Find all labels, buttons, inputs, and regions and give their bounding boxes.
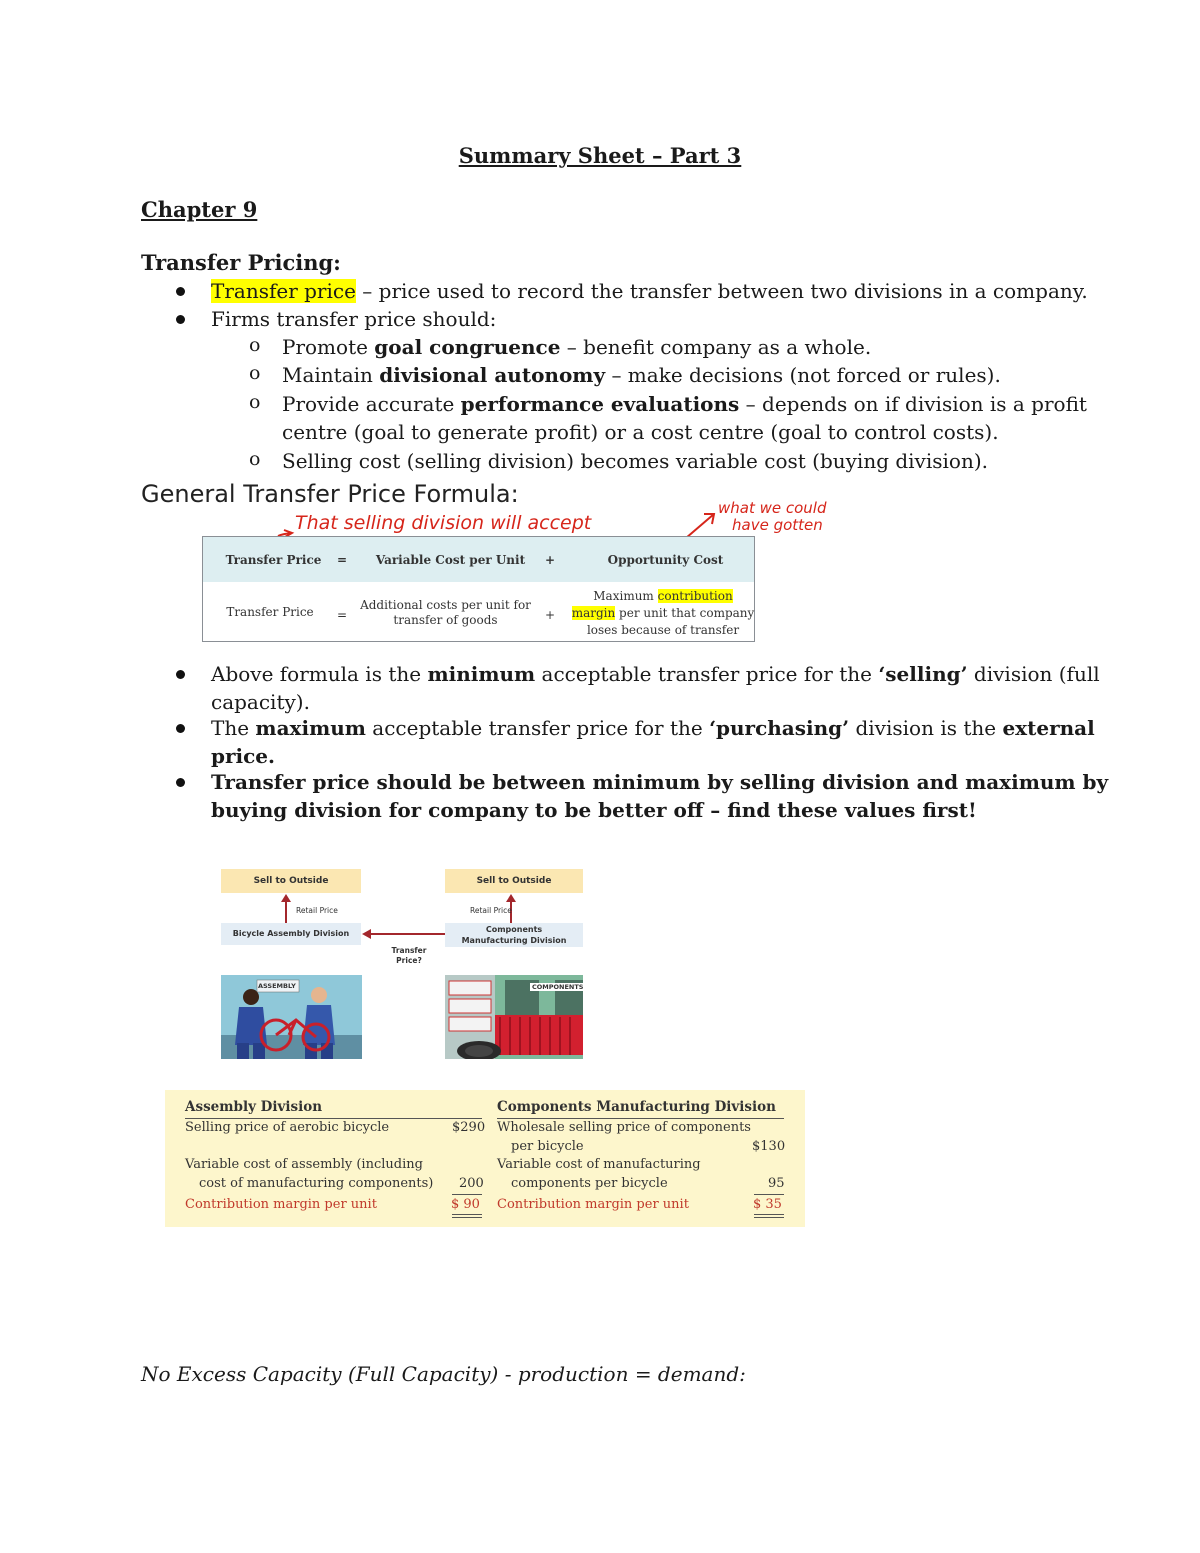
assembly-sign: ASSEMBLY <box>258 982 296 990</box>
sub-bullet-marker: o <box>249 391 261 413</box>
components-variable-cost-label-2: components per bicycle <box>511 1176 668 1191</box>
no-excess-capacity-heading: No Excess Capacity (Full Capacity) - production = demand: <box>141 1362 746 1386</box>
transfer-price-definition: – price used to record the transfer between two divisions in a company. <box>355 279 1088 303</box>
assembly-contribution-value: $ 90 <box>451 1197 480 1212</box>
bullet-dot <box>176 315 185 324</box>
subtotal-rule <box>452 1194 482 1195</box>
bullet-dot <box>176 778 185 787</box>
section-heading: Transfer Pricing: <box>141 250 341 275</box>
bullet-minimum-transfer-continued: capacity). <box>211 690 310 714</box>
retail-price-left: Retail Price <box>296 906 338 915</box>
formula-header-variable-cost: Variable Cost per Unit <box>375 553 526 567</box>
annotation-have-gotten: have gotten <box>732 516 823 534</box>
up-arrow-icon <box>280 893 292 923</box>
components-contribution-label: Contribution margin per unit <box>497 1197 689 1212</box>
formula-header-transfer-price: Transfer Price <box>225 553 322 567</box>
sub-bullet-performance-continued: centre (goal to generate profit) or a cost centre (goal to control costs). <box>282 420 999 444</box>
bullet-minimum-transfer: Above formula is the minimum acceptable transfer price for the ‘selling’ division (full <box>211 662 1100 686</box>
bullet-firms-should: Firms transfer price should: <box>211 307 497 331</box>
sub-bullet-marker: o <box>249 448 261 470</box>
sub-bullet-divisional-autonomy: Maintain divisional autonomy – make decisions (not forced or rules). <box>282 363 1001 387</box>
sell-outside-left: Sell to Outside <box>221 869 361 893</box>
sub-bullet-performance-evaluations: Provide accurate performance evaluations – depends on if division is a profit <box>282 392 1087 416</box>
transfer-price-term: Transfer price <box>211 279 356 303</box>
bullet-maximum-transfer: The maximum acceptable transfer price for the ‘purchasing’ division is the external <box>211 716 1095 740</box>
formula-row-opportunity-cost: Maximum contribution margin per unit that company loses because of transfer <box>571 589 755 637</box>
left-arrow-icon <box>361 928 445 940</box>
sub-bullet-marker: o <box>249 362 261 384</box>
header-rule <box>185 1118 482 1119</box>
chapter-heading: Chapter 9 <box>141 197 258 222</box>
transfer-price-question: Transfer Price? <box>391 946 427 965</box>
sub-bullet-goal-congruence: Promote goal congruence – benefit company as a whole. <box>282 335 872 359</box>
retail-price-right: Retail Price <box>470 906 512 915</box>
components-wholesale-label-1: Wholesale selling price of components <box>497 1120 751 1135</box>
formula-heading: General Transfer Price Formula: <box>141 480 519 508</box>
components-sign: COMPONENTS <box>532 983 584 991</box>
bullet-dot <box>176 287 185 296</box>
page-title: Summary Sheet – Part 3 <box>458 143 742 168</box>
assembly-variable-cost-label-1: Variable cost of assembly (including <box>185 1157 423 1172</box>
formula-header-plus: + <box>544 553 556 567</box>
components-division-header: Components Manufacturing Division <box>497 1099 776 1115</box>
assembly-selling-price-value: $290 <box>452 1120 486 1135</box>
total-double-rule <box>452 1214 482 1218</box>
bullet-dot <box>176 724 185 733</box>
division-comparison-table <box>165 1090 805 1227</box>
bullet-maximum-transfer-continued: price. <box>211 744 275 768</box>
sub-bullet-marker: o <box>249 334 261 356</box>
bullet-transfer-between-2: buying division for company to be better off – find these values first! <box>211 798 977 822</box>
assembly-contribution-label: Contribution margin per unit <box>185 1197 377 1212</box>
formula-header-opportunity-cost: Opportunity Cost <box>607 553 724 567</box>
components-variable-cost-label-1: Variable cost of manufacturing <box>497 1157 701 1172</box>
components-variable-cost-value: 95 <box>768 1176 785 1191</box>
sell-outside-right: Sell to Outside <box>445 869 583 893</box>
bullet-dot <box>176 670 185 679</box>
bullet-transfer-between-1: Transfer price should be between minimum by selling division and maximum by <box>211 770 1109 794</box>
formula-row-transfer-price: Transfer Price <box>226 605 314 619</box>
header-rule <box>497 1118 784 1119</box>
components-wholesale-label-2: per bicycle <box>511 1139 584 1154</box>
bullet-transfer-price <box>211 277 1088 305</box>
annotation-what-we-could: what we could <box>718 499 827 517</box>
formula-row-equals: = <box>336 608 348 622</box>
components-wholesale-value: $130 <box>752 1139 786 1154</box>
assembly-variable-cost-value: 200 <box>459 1176 484 1191</box>
assembly-division-header: Assembly Division <box>185 1099 323 1115</box>
formula-row-plus: + <box>544 608 556 622</box>
formula-header-equals: = <box>336 553 348 567</box>
formula-table <box>202 536 755 642</box>
components-contribution-value: $ 35 <box>753 1197 782 1212</box>
annotation-selling-accept: That selling division will accept <box>295 512 592 534</box>
subtotal-rule <box>754 1194 784 1195</box>
assembly-variable-cost-label-2: cost of manufacturing components) <box>199 1176 434 1191</box>
total-double-rule <box>754 1214 784 1218</box>
formula-row-variable-cost: Additional costs per unit for transfer of goods <box>360 598 531 627</box>
components-manufacturing-division: Components Manufacturing Division <box>445 923 583 947</box>
sub-bullet-selling-cost: Selling cost (selling division) becomes variable cost (buying division). <box>282 449 988 473</box>
assembly-selling-price-label: Selling price of aerobic bicycle <box>185 1120 390 1135</box>
bicycle-assembly-division: Bicycle Assembly Division <box>221 923 361 945</box>
